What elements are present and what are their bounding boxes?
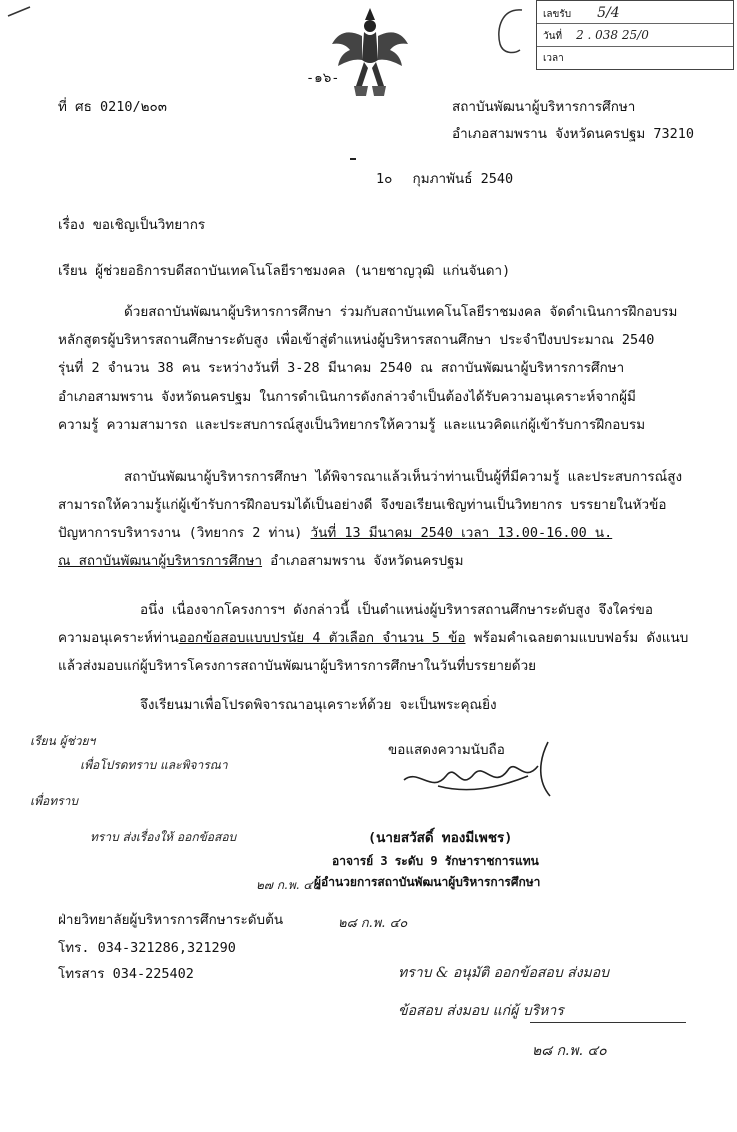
footer-fax: โทรสาร 034-225402	[58, 966, 194, 982]
regards: ขอแสดงความนับถือ	[388, 742, 505, 758]
footer-department: ฝ่ายวิทยาลัยผู้บริหารการศึกษาระดับต้น	[58, 912, 284, 928]
stamp-line-3: เวลา	[543, 53, 564, 64]
date-month-year: กุมภาพันธ์ 2540	[412, 171, 514, 187]
pen-stroke-icon	[6, 4, 34, 18]
handwritten-mark-icon	[492, 4, 528, 58]
recipient: เรียน ผู้ช่วยอธิการบดีสถาบันเทคโนโลยีราชมงคล (นายชาญวุฒิ แก่นจันดา)	[58, 263, 511, 279]
document-number: ที่ ศธ 0210/๒๐๓	[58, 99, 167, 115]
stamp-line-2: วันที่ 2 . 038 25/0	[543, 28, 649, 42]
lecture-datetime: วันที่ 13 มีนาคม 2540 เวลา 13.00-16.00 น.	[310, 525, 613, 541]
paragraph-3-line: อนึ่ง เนื่องจากโครงการฯ ดังกล่าวนี้ เป็นตำแหน่งผู้บริหารสถานศึกษาระดับสูง จึงใคร่ขอ	[140, 602, 654, 618]
signature-icon	[398, 736, 578, 808]
handwritten-note: ๒๗ ก.พ. ๔๐	[256, 878, 320, 892]
date-day: 1๐	[376, 171, 393, 187]
sender-org: สถาบันพัฒนาผู้บริหารการศึกษา	[452, 99, 636, 115]
paragraph-1-line: รุ่นที่ 2 จำนวน 38 คน ระหว่างวันที่ 3-28 มีนาคม 2540 ณ สถาบันพัฒนาผู้บริหารการศึกษา	[58, 360, 625, 376]
paragraph-1-line: ด้วยสถาบันพัฒนาผู้บริหารการศึกษา ร่วมกับสถาบันเทคโนโลยีราชมงคล จัดดำเนินการฝึกอบรม	[124, 304, 678, 320]
paragraph-2-line: ปัญหาการบริหารงาน (วิทยากร 2 ท่าน) วันที่ 13 มีนาคม 2540 เวลา 13.00-16.00 น.	[58, 525, 613, 541]
sender-address: อำเภอสามพราน จังหวัดนครปฐม 73210	[452, 126, 695, 142]
paragraph-1-line: อำเภอสามพราน จังหวัดนครปฐม ในการดำเนินการดังกล่าวจำเป็นต้องได้รับความอนุเคราะห์จากผู้มี	[58, 389, 636, 405]
closing: จึงเรียนมาเพื่อโปรดพิจารณาอนุเคราะห์ด้วย จะเป็นพระคุณยิ่ง	[140, 697, 497, 713]
handwritten-note: ๒๘ ก.พ. ๔๐	[338, 916, 408, 931]
paragraph-3-line: แล้วส่งมอบแก่ผู้บริหารโครงการสถาบันพัฒนาผู้บริหารการศึกษาในวันที่บรรยายด้วย	[58, 658, 537, 674]
handwritten-note: ทราบ & อนุมัติ ออกข้อสอบ ส่งมอบ	[398, 965, 610, 981]
garuda-emblem-icon	[328, 6, 412, 102]
stamp-line-1: เลขรับ 5/4	[543, 5, 620, 21]
emblem-number: -๑๖-	[306, 70, 340, 86]
handwritten-note: เพื่อโปรดทราบ และพิจารณา	[80, 758, 228, 772]
handwritten-note: ทราบ ส่งเรื่องให้ ออกข้อสอบ	[90, 830, 237, 844]
handwritten-note: ๒๘ ก.พ. ๔๐	[532, 1043, 607, 1059]
subject: เรื่อง ขอเชิญเป็นวิทยากร	[58, 217, 206, 233]
receipt-stamp	[536, 0, 734, 70]
handwritten-note: เรียน ผู้ช่วยฯ	[30, 734, 96, 748]
signatory-rank: อาจารย์ 3 ระดับ 9 รักษาราชการแทน	[332, 854, 539, 868]
footer-phone: โทร. 034-321286,321290	[58, 940, 236, 956]
handwritten-note: เพื่อทราบ	[30, 794, 78, 808]
paragraph-2-line: ณ สถาบันพัฒนาผู้บริหารการศึกษา อำเภอสามพราน จังหวัดนครปฐม	[58, 553, 464, 569]
lecture-venue: ณ สถาบันพัฒนาผู้บริหารการศึกษา	[58, 553, 263, 569]
signatory-position: ผู้อำนวยการสถาบันพัฒนาผู้บริหารการศึกษา	[314, 875, 541, 889]
paragraph-2-line: สามารถให้ความรู้แก่ผู้เข้ารับการฝึกอบรมได้เป็นอย่างดี จึงขอเรียนเชิญท่านเป็นวิทยากร บรรยายในหัวข้อ	[58, 497, 667, 513]
paragraph-2-line: สถาบันพัฒนาผู้บริหารการศึกษา ได้พิจารณาแล้วเห็นว่าท่านเป็นผู้ที่มีความรู้ และประสบการณ์สูง	[124, 469, 683, 485]
paragraph-3-line: ความอนุเคราะห์ท่านออกข้อสอบแบบปรนัย 4 ตัวเลือก จำนวน 5 ข้อ พร้อมคำเฉลยตามแบบฟอร์ม ดังแนบ	[58, 630, 689, 646]
paragraph-1-line: ความรู้ ความสามารถ และประสบการณ์สูงเป็นวิทยากรให้ความรู้ และแนวคิดแก่ผู้เข้ารับการฝึกอบรม	[58, 417, 646, 433]
signatory-name: (นายสวัสดิ์ ทองมีเพชร)	[368, 830, 513, 846]
exam-request: ออกข้อสอบแบบปรนัย 4 ตัวเลือก จำนวน 5 ข้อ	[178, 630, 466, 646]
paragraph-1-line: หลักสูตรผู้บริหารสถานศึกษาระดับสูง เพื่อเข้าสู่ตำแหน่งผู้บริหารสถานศึกษา ประจำปีงบประมาณ 2540	[58, 332, 655, 348]
handwritten-note: ข้อสอบ ส่งมอบ แก่ผู้ บริหาร	[398, 1003, 564, 1019]
document-date	[376, 167, 513, 189]
